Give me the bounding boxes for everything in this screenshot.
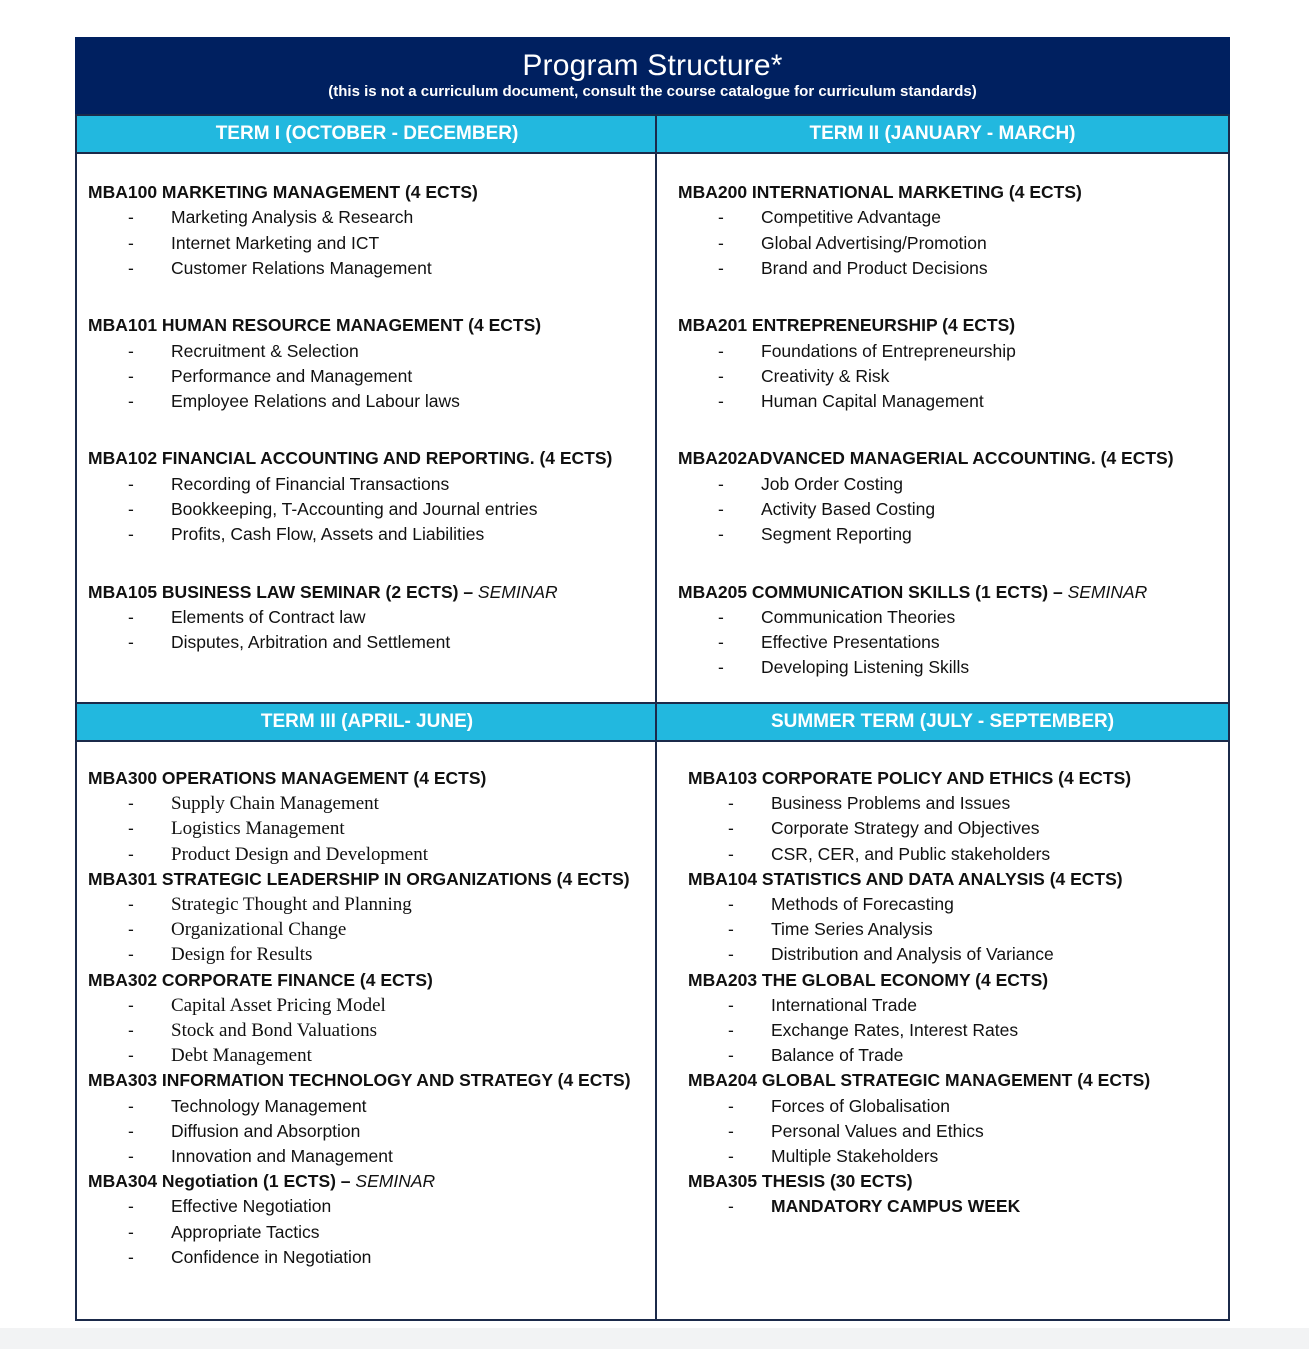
- course-title-text: MBA201 ENTREPRENEURSHIP (4 ECTS): [678, 315, 1016, 336]
- bullet-dash: -: [128, 1196, 134, 1217]
- course-title-text: MBA202ADVANCED MANAGERIAL ACCOUNTING. (4 ECTS): [678, 448, 1174, 469]
- seminar-tag: SEMINAR: [355, 1171, 436, 1192]
- seminar-tag: SEMINAR: [477, 581, 558, 602]
- bullet-dash: -: [718, 606, 724, 627]
- course-title-text: MBA101 HUMAN RESOURCE MANAGEMENT (4 ECTS): [88, 315, 542, 336]
- term-block-2: [655, 114, 1230, 704]
- topic-text: Segment Reporting: [761, 524, 912, 545]
- topic-text: Elements of Contract law: [171, 606, 366, 627]
- topic-text: Exchange Rates, Interest Rates: [771, 1019, 1019, 1040]
- bullet-dash: -: [128, 606, 134, 627]
- bullet-dash: -: [728, 1196, 734, 1217]
- topic-text: Balance of Trade: [771, 1045, 904, 1066]
- course-title: [688, 869, 1123, 890]
- topic-text: Supply Chain Management: [171, 793, 379, 815]
- topic-text: MANDATORY CAMPUS WEEK: [771, 1196, 1021, 1217]
- seminar-tag: SEMINAR: [1067, 581, 1148, 602]
- bullet-dash: -: [128, 232, 134, 253]
- program-structure-document: [75, 37, 1230, 1321]
- topic-text: Logistics Management: [171, 818, 345, 840]
- bullet-dash: -: [728, 919, 734, 940]
- bullet-dash: -: [128, 894, 134, 914]
- bullet-dash: -: [718, 365, 724, 386]
- bullet-dash: -: [718, 340, 724, 361]
- term-heading: SUMMER TERM (JULY - SEPTEMBER): [657, 702, 1228, 742]
- bullet-dash: -: [728, 894, 734, 914]
- topic-text: Effective Presentations: [761, 632, 940, 653]
- bullet-dash: -: [128, 1221, 134, 1242]
- topic-text: Design for Results: [171, 944, 313, 966]
- course-title-text: MBA304 Negotiation (1 ECTS) –: [88, 1171, 356, 1192]
- topic-text: Communication Theories: [761, 606, 956, 627]
- course-title-text: MBA204 GLOBAL STRATEGIC MANAGEMENT (4 ECTS): [688, 1070, 1151, 1091]
- course-title-text: MBA100 MARKETING MANAGEMENT (4 ECTS): [88, 182, 478, 202]
- term-heading: TERM III (APRIL- JUNE): [77, 702, 657, 742]
- topic-text: Developing Listening Skills: [761, 657, 970, 678]
- topic-text: Organizational Change: [171, 919, 347, 941]
- bullet-dash: -: [718, 473, 724, 494]
- page-bottom-band: [0, 1328, 1309, 1349]
- course-title: [678, 582, 1147, 603]
- term-block-4: [655, 702, 1230, 1321]
- course-title: [88, 869, 630, 890]
- bullet-dash: -: [718, 524, 724, 545]
- term-block-3: [75, 702, 657, 1321]
- bullet-dash: -: [728, 793, 734, 814]
- term-heading: TERM II (JANUARY - MARCH): [657, 114, 1228, 154]
- bullet-dash: -: [128, 1045, 134, 1066]
- bullet-dash: -: [128, 524, 134, 545]
- bullet-dash: -: [128, 843, 134, 864]
- topic-text: Technology Management: [171, 1095, 367, 1116]
- topic-text: Employee Relations and Labour laws: [171, 391, 460, 412]
- course-title-text: MBA301 STRATEGIC LEADERSHIP IN ORGANIZATIONS (4 ECTS): [88, 868, 630, 889]
- topic-text: Distribution and Analysis of Variance: [771, 944, 1054, 965]
- bullet-dash: -: [718, 657, 724, 678]
- course-title: [88, 970, 433, 991]
- course-title: [88, 182, 478, 203]
- topic-text: Foundations of Entrepreneurship: [761, 340, 1016, 361]
- course-title: [688, 970, 1048, 991]
- topic-text: Global Advertising/Promotion: [761, 232, 987, 253]
- course-title: [88, 582, 558, 603]
- topic-text: Internet Marketing and ICT: [171, 232, 380, 253]
- course-title-text: MBA303 INFORMATION TECHNOLOGY AND STRATEGY (4 ECTS): [88, 1070, 631, 1091]
- topic-text: Capital Asset Pricing Model: [171, 994, 386, 1016]
- course-title: [688, 1171, 913, 1192]
- bullet-dash: -: [718, 632, 724, 653]
- bullet-dash: -: [718, 257, 724, 278]
- bullet-dash: -: [128, 632, 134, 653]
- topic-text: Effective Negotiation: [171, 1196, 332, 1217]
- bullet-dash: -: [128, 944, 134, 965]
- bullet-dash: -: [728, 1095, 734, 1116]
- course-title-text: MBA302 CORPORATE FINANCE (4 ECTS): [88, 969, 433, 990]
- topic-text: Performance and Management: [171, 365, 413, 386]
- bullet-dash: -: [128, 818, 134, 839]
- bullet-dash: -: [128, 207, 134, 228]
- course-title: [88, 315, 541, 336]
- topic-text: Recording of Financial Transactions: [171, 473, 450, 494]
- course-title: [678, 448, 1174, 469]
- course-title: [688, 768, 1131, 789]
- bullet-dash: -: [128, 919, 134, 940]
- topic-text: Corporate Strategy and Objectives: [771, 818, 1040, 839]
- bullet-dash: -: [728, 944, 734, 965]
- topic-text: Time Series Analysis: [771, 919, 933, 940]
- course-title: [88, 448, 612, 469]
- bullet-dash: -: [128, 257, 134, 278]
- course-title-text: MBA103 CORPORATE POLICY AND ETHICS (4 ECTS): [688, 768, 1132, 788]
- bullet-dash: -: [718, 391, 724, 412]
- topic-text: Creativity & Risk: [761, 365, 890, 386]
- topic-text: Product Design and Development: [171, 843, 428, 865]
- page-title: Program Structure*: [522, 49, 783, 82]
- bullet-dash: -: [728, 1019, 734, 1040]
- topic-text: Bookkeeping, T-Accounting and Journal entries: [171, 498, 538, 519]
- bullet-dash: -: [128, 1145, 134, 1166]
- bullet-dash: -: [728, 843, 734, 864]
- topic-text: Profits, Cash Flow, Assets and Liabilities: [171, 524, 485, 545]
- course-title: [678, 182, 1082, 203]
- bullet-dash: -: [718, 207, 724, 228]
- course-title: [678, 315, 1015, 336]
- topic-text: Methods of Forecasting: [771, 894, 954, 914]
- header-banner: [75, 37, 1230, 115]
- topic-text: Debt Management: [171, 1045, 312, 1067]
- course-title: [88, 768, 486, 789]
- topic-text: Strategic Thought and Planning: [171, 894, 412, 915]
- course-title: [88, 1171, 435, 1192]
- topic-text: CSR, CER, and Public stakeholders: [771, 843, 1051, 864]
- bullet-dash: -: [718, 498, 724, 519]
- bullet-dash: -: [128, 1246, 134, 1267]
- course-title: [88, 1070, 631, 1091]
- topic-text: Disputes, Arbitration and Settlement: [171, 632, 451, 653]
- bullet-dash: -: [718, 232, 724, 253]
- course-title-text: MBA104 STATISTICS AND DATA ANALYSIS (4 ECTS): [688, 868, 1123, 889]
- topic-text: Activity Based Costing: [761, 498, 936, 519]
- bullet-dash: -: [128, 365, 134, 386]
- course-title-text: MBA102 FINANCIAL ACCOUNTING AND REPORTING. (4 ECTS): [88, 448, 613, 469]
- bullet-dash: -: [728, 1120, 734, 1141]
- term-heading: TERM I (OCTOBER - DECEMBER): [77, 114, 657, 154]
- course-title-text: MBA300 OPERATIONS MANAGEMENT (4 ECTS): [88, 768, 487, 788]
- bullet-dash: -: [728, 818, 734, 839]
- course-title-text: MBA305 THESIS (30 ECTS): [688, 1171, 913, 1192]
- bullet-dash: -: [128, 340, 134, 361]
- topic-text: Personal Values and Ethics: [771, 1120, 984, 1141]
- topic-text: Innovation and Management: [171, 1145, 393, 1166]
- topic-text: Human Capital Management: [761, 391, 984, 412]
- bullet-dash: -: [728, 1045, 734, 1066]
- bullet-dash: -: [128, 391, 134, 412]
- topic-text: International Trade: [771, 994, 917, 1015]
- bullet-dash: -: [128, 1095, 134, 1116]
- topic-text: Marketing Analysis & Research: [171, 207, 414, 228]
- topic-text: Appropriate Tactics: [171, 1221, 320, 1242]
- topic-text: Brand and Product Decisions: [761, 257, 988, 278]
- page-subtitle: (this is not a curriculum document, consult the course catalogue for curriculum standards): [328, 83, 977, 100]
- term-block-1: [75, 114, 657, 704]
- bullet-dash: -: [128, 793, 134, 814]
- bullet-dash: -: [128, 473, 134, 494]
- course-title: [688, 1070, 1150, 1091]
- course-title-text: MBA205 COMMUNICATION SKILLS (1 ECTS) –: [678, 581, 1068, 602]
- topic-text: Job Order Costing: [761, 473, 904, 494]
- topic-text: Stock and Bond Valuations: [171, 1019, 378, 1041]
- topic-text: Customer Relations Management: [171, 257, 432, 278]
- topic-text: Forces of Globalisation: [771, 1095, 950, 1116]
- course-title-text: MBA203 THE GLOBAL ECONOMY (4 ECTS): [688, 969, 1049, 990]
- topic-text: Diffusion and Absorption: [171, 1120, 361, 1141]
- bullet-dash: -: [128, 498, 134, 519]
- topic-text: Business Problems and Issues: [771, 793, 1011, 814]
- bullet-dash: -: [128, 1120, 134, 1141]
- bullet-dash: -: [128, 1019, 134, 1040]
- topic-text: Recruitment & Selection: [171, 340, 359, 361]
- topic-text: Multiple Stakeholders: [771, 1145, 939, 1166]
- course-title-text: MBA200 INTERNATIONAL MARKETING (4 ECTS): [678, 182, 1082, 202]
- bullet-dash: -: [128, 994, 134, 1015]
- bullet-dash: -: [728, 1145, 734, 1166]
- topic-text: Competitive Advantage: [761, 207, 941, 228]
- topic-text: Confidence in Negotiation: [171, 1246, 372, 1267]
- bullet-dash: -: [728, 994, 734, 1015]
- course-title-text: MBA105 BUSINESS LAW SEMINAR (2 ECTS) –: [88, 581, 478, 602]
